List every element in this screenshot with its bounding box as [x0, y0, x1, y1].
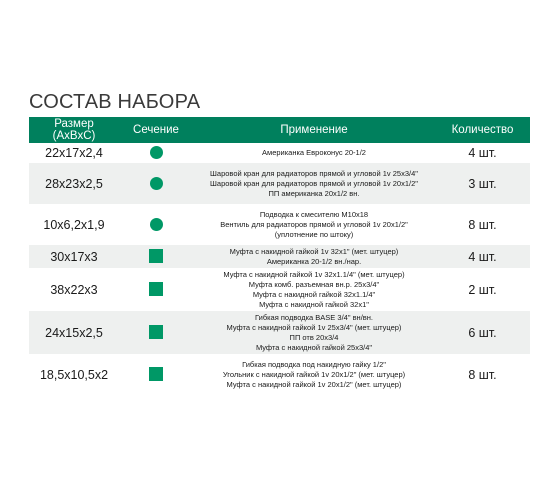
cell-quantity: 3 шт.	[435, 163, 530, 204]
cell-size: 22х17х2,4	[29, 143, 119, 163]
cell-quantity: 4 шт.	[435, 143, 530, 163]
cell-application	[193, 311, 435, 354]
round-section-icon	[150, 218, 163, 231]
table-row	[29, 354, 530, 395]
round-section-icon	[150, 146, 163, 159]
application-line: Муфта с накидной гайкой 32х1"	[259, 299, 369, 309]
table-body	[29, 143, 530, 395]
cell-section	[119, 245, 193, 268]
cell-application	[193, 163, 435, 204]
cell-section	[119, 268, 193, 311]
application-line: Муфта с накидной гайкой 25х3/4"	[255, 342, 373, 352]
application-line: Американка Евроконус 20-1/2	[262, 148, 366, 157]
cell-section	[119, 143, 193, 163]
table-row	[29, 143, 530, 163]
square-section-icon	[149, 367, 163, 381]
cell-size: 28х23х2,5	[29, 163, 119, 204]
cell-section	[119, 163, 193, 204]
header-size-line: Размер	[54, 118, 94, 130]
header-quantity: Количество	[435, 117, 530, 143]
cell-quantity: 6 шт.	[435, 311, 530, 354]
square-section-icon	[149, 249, 163, 263]
cell-application	[193, 143, 435, 163]
square-section-icon	[149, 325, 163, 339]
application-line: Подводка к смесителю М10х18	[259, 209, 369, 219]
cell-size: 18,5х10,5х2	[29, 354, 119, 395]
cell-size: 10х6,2х1,9	[29, 204, 119, 245]
application-line: Муфта комб. разъемная вн.р. 25х3/4"	[248, 279, 380, 289]
application-line: ПП отв 20х3/4	[289, 332, 339, 342]
table-header-row	[29, 117, 530, 143]
cell-application	[193, 354, 435, 395]
application-line: Муфта с накидной гайкой 1v 32х1" (мет. штуцер)	[229, 246, 399, 256]
table-row	[29, 245, 530, 268]
header-application: Применение	[193, 117, 435, 143]
application-line: Угольник с накидной гайкой 1v 20х1/2" (мет. штуцер)	[222, 369, 406, 379]
cell-section	[119, 354, 193, 395]
application-line: Муфта с накидной гайкой 32х1.1/4"	[252, 289, 376, 299]
application-line: (уплотнение по штоку)	[274, 229, 354, 239]
application-line: Гибкая подводка BASE 3/4" вн/вн.	[254, 312, 373, 322]
application-line: Гибкая подводка под накидную гайку 1/2"	[242, 359, 386, 369]
application-line: Вентиль для радиаторов прямой и угловой 1v 20х1/2"	[220, 219, 408, 229]
round-section-icon	[150, 177, 163, 190]
table-row	[29, 204, 530, 245]
cell-application	[193, 245, 435, 268]
cell-application	[193, 268, 435, 311]
application-line: Муфта с накидной гайкой 1v 20х1/2" (мет. штуцер)	[226, 379, 402, 389]
header-section: Сечение	[119, 117, 193, 143]
table-row	[29, 311, 530, 354]
cell-quantity: 4 шт.	[435, 245, 530, 268]
cell-quantity: 8 шт.	[435, 354, 530, 395]
table-row	[29, 163, 530, 204]
application-line: Шаровой кран для радиаторов прямой и угловой 1v 20х1/2"	[210, 178, 418, 188]
application-line: Шаровой кран для радиаторов прямой и угловой 1v 25х3/4"	[210, 168, 418, 178]
application-line: ПП американка 20х1/2 вн.	[268, 188, 360, 198]
application-line: Американка 20-1/2 вн./нар.	[266, 256, 362, 266]
cell-quantity: 2 шт.	[435, 268, 530, 311]
application-line: Муфта с накидной гайкой 1v 25х3/4" (мет. штуцер)	[226, 322, 402, 332]
cell-quantity: 8 шт.	[435, 204, 530, 245]
kit-table	[29, 117, 530, 395]
cell-size: 24х15х2,5	[29, 311, 119, 354]
header-size-line: (АхВхС)	[52, 130, 96, 142]
kit-title: СОСТАВ НАБОРА	[29, 91, 201, 113]
cell-size: 30х17х3	[29, 245, 119, 268]
cell-size: 38х22х3	[29, 268, 119, 311]
application-line: Муфта с накидной гайкой 1v 32х1.1/4" (мет. штуцер)	[223, 269, 405, 279]
cell-section	[119, 311, 193, 354]
square-section-icon	[149, 282, 163, 296]
cell-application	[193, 204, 435, 245]
cell-section	[119, 204, 193, 245]
header-size	[29, 117, 119, 143]
table-row	[29, 268, 530, 311]
